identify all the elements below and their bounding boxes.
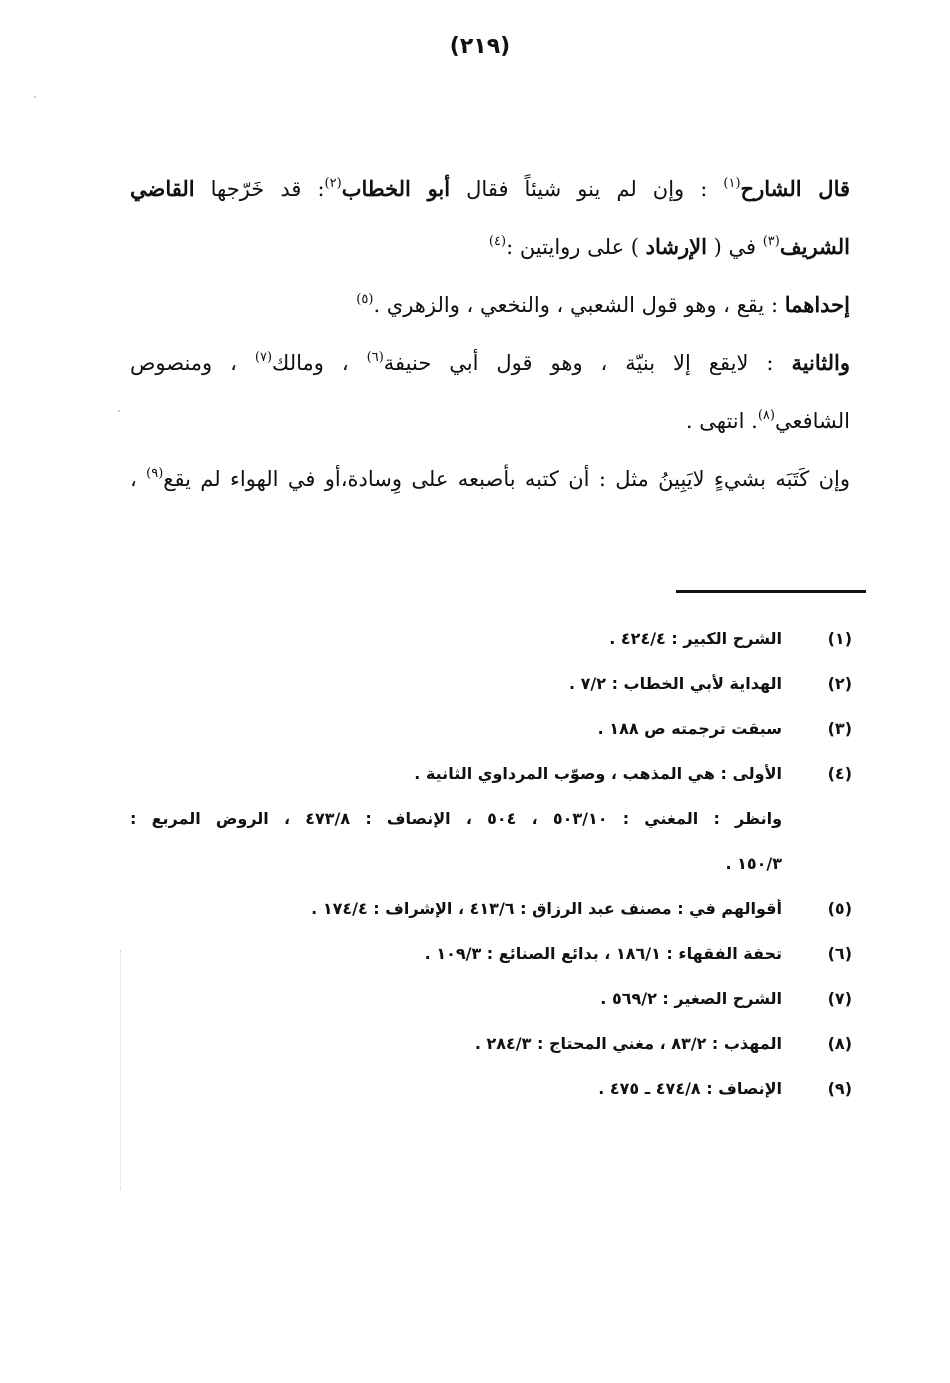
footnote-ref-7[interactable]: (٧): [254, 350, 273, 365]
footnote-number: (٣): [827, 719, 852, 738]
text-line-2: [130, 218, 850, 276]
text-line-5: [130, 392, 850, 450]
term-qadi: القاضي: [130, 176, 195, 201]
text-segment: : لايقع إلا بنيّة ، وهو قول أبي حنيفة: [383, 351, 792, 375]
footnote-ref-3[interactable]: (٣): [762, 234, 780, 249]
text-segment: ) على روايتين :: [506, 235, 646, 259]
text-segment: ، ومالك: [272, 351, 367, 375]
footnote-ref-8[interactable]: (٨): [757, 408, 775, 423]
footnotes-section: [130, 616, 852, 1111]
term-sharih: قال الشارح: [740, 176, 850, 201]
text-segment: . انتهى .: [685, 409, 758, 433]
footnote-item: [130, 616, 852, 661]
footnote-item: [130, 751, 852, 796]
footnote-text: الشرح الصغير : ٥٦٩/٢ .: [600, 989, 782, 1008]
footnote-text: أقوالهم في : مصنف عبد الرزاق : ٤١٣/٦ ، الإشراف : ١٧٤/٤ .: [311, 899, 782, 918]
term-thaniya: والثانية: [791, 350, 850, 375]
text-segment: ، ومنصوص: [130, 351, 255, 375]
text-segment: : قد خَرّجها: [194, 177, 325, 201]
footnote-text: الإنصاف : ٤٧٤/٨ ـ ٤٧٥ .: [598, 1079, 782, 1098]
text-line-6: [130, 450, 850, 508]
footnote-number: (٨): [827, 1034, 852, 1053]
footnote-continuation: [130, 841, 852, 886]
footnote-ref-5[interactable]: (٥): [356, 292, 374, 307]
footnote-number: (٥): [827, 899, 852, 918]
footnote-number: (٦): [827, 944, 852, 963]
footnote-separator: [676, 590, 866, 593]
footnote-item: [130, 886, 852, 931]
text-segment: وإن كَتَبَه بشيءٍ لايَبِينُ مثل : أن كتبه بأصبعه على وِسادة،أو في الهواء لم يقع: [163, 467, 850, 491]
footnote-ref-6[interactable]: (٦): [366, 350, 384, 365]
term-sharif: الشريف: [779, 234, 850, 259]
footnote-text: المهذب : ٨٣/٢ ، مغني المحتاج : ٢٨٤/٣ .: [474, 1034, 782, 1053]
footnote-text: الهداية لأبي الخطاب : ٧/٢ .: [568, 674, 782, 693]
footnote-number: (١): [827, 629, 852, 648]
footnote-text: سبقت ترجمته ص ١٨٨ .: [597, 719, 782, 738]
footnote-ref-2[interactable]: (٢): [324, 176, 342, 191]
text-segment: ،: [130, 467, 147, 491]
footnote-item: [130, 706, 852, 751]
footnote-text: الأولى : هي المذهب ، وصوّب المرداوي الثانية .: [414, 764, 782, 783]
text-line-4: [130, 334, 850, 392]
footnote-number: (٩): [827, 1079, 852, 1098]
footnote-ref-9[interactable]: (٩): [146, 466, 164, 481]
term-ihdahuma: إحداهما: [784, 292, 850, 317]
page-number: (٢١٩): [449, 34, 511, 59]
footnote-text: وانظر : المغني : ٥٠٣/١٠ ، ٥٠٤ ، الإنصاف : ٤٧٣/٨ ، الروض المربع :: [130, 809, 782, 828]
scan-speck: [34, 96, 36, 98]
term-abu-al-khattab: أبو الخطاب: [341, 176, 451, 201]
text-segment: الشافعي: [774, 409, 850, 433]
text-segment: : يقع ، وهو قول الشعبي ، والنخعي ، والزهري .: [373, 293, 785, 317]
text-segment: : وإن لم ينو شيئاً فقال: [450, 177, 724, 201]
footnote-item: [130, 661, 852, 706]
footnote-item: [130, 931, 852, 976]
scan-speck: [118, 410, 120, 412]
main-text: [130, 160, 850, 508]
footnote-number: (٢): [827, 674, 852, 693]
text-line-1: [130, 160, 850, 218]
footnote-text: تحفة الفقهاء : ١٨٦/١ ، بدائع الصنائع : ١٠٩/٣ .: [424, 944, 782, 963]
scan-margin-shadow: [120, 950, 121, 1190]
footnote-ref-4[interactable]: (٤): [488, 234, 507, 249]
footnote-item: [130, 976, 852, 1021]
footnote-number: (٤): [827, 764, 852, 783]
footnote-ref-1[interactable]: (١): [723, 176, 741, 191]
footnote-item: [130, 1066, 852, 1111]
footnote-item: [130, 1021, 852, 1066]
text-line-3: [130, 276, 850, 334]
footnote-number: (٧): [827, 989, 852, 1008]
term-irshad: الإرشاد: [645, 234, 707, 259]
footnote-text: الشرح الكبير : ٤٢٤/٤ .: [609, 629, 782, 648]
footnote-continuation: [130, 796, 852, 841]
footnote-text: ١٥٠/٣ .: [725, 854, 782, 873]
text-segment: في (: [706, 235, 763, 259]
